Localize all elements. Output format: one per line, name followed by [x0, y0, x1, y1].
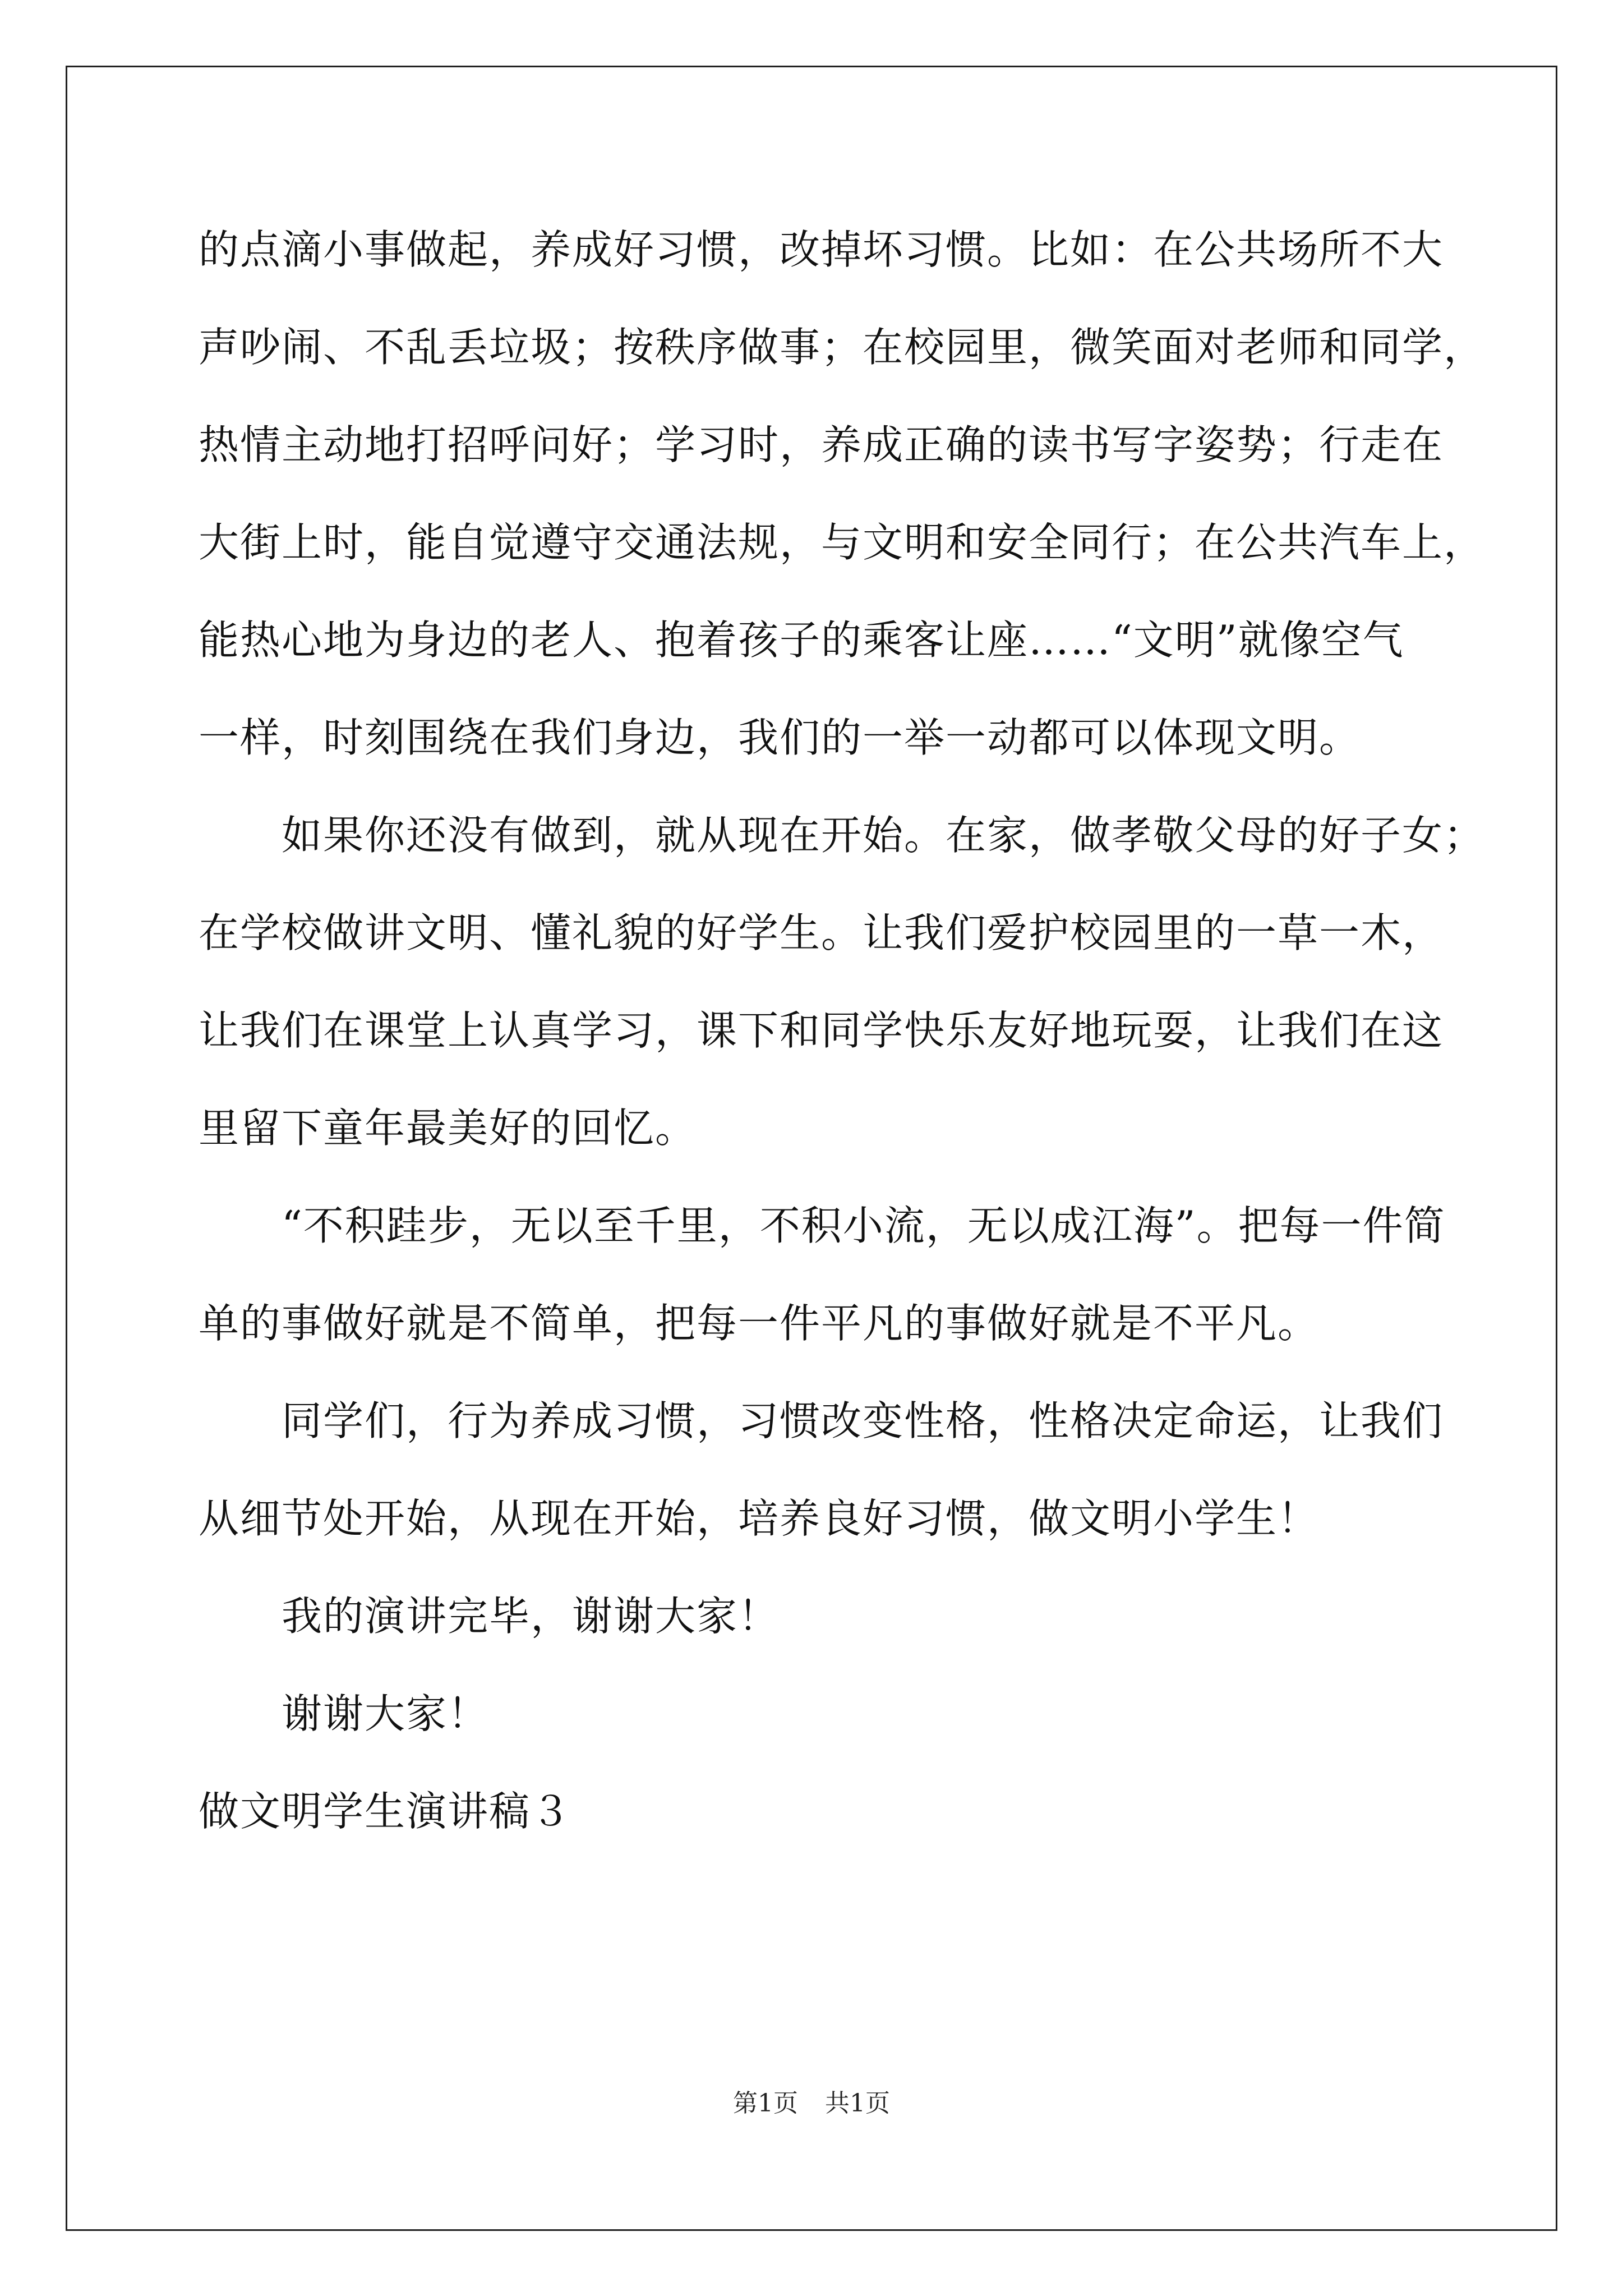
text-line: 同学们，行为养成习惯，习惯改变性格，性格决定命运，让我们: [282, 1397, 1444, 1444]
section-heading: 做文明学生演讲稿３: [199, 1788, 573, 1835]
text-line: 我的演讲完毕，谢谢大家！: [282, 1593, 780, 1640]
text-line: 大街上时，能自觉遵守交通法规，与文明和安全同行；在公共汽车上，: [199, 519, 1486, 566]
text-line: 如果你还没有做到，就从现在开始。在家，做孝敬父母的好子女；: [282, 812, 1486, 859]
text-line: 声吵闹、不乱丢垃圾；按秩序做事；在校园里，微笑面对老师和同学，: [199, 324, 1486, 371]
text-line: 热情主动地打招呼问好；学习时，养成正确的读书写字姿势；行走在: [199, 421, 1444, 468]
text-line: 一样，时刻围绕在我们身边，我们的一举一动都可以体现文明。: [199, 714, 1361, 761]
text-line: 里留下童年最美好的回忆。: [199, 1105, 697, 1152]
text-line: 的点滴小事做起，养成好习惯，改掉坏习惯。比如：在公共场所不大: [199, 226, 1444, 273]
page-footer: [0, 2087, 1623, 2120]
text-line: 在学校做讲文明、懂礼貌的好学生。让我们爱护校园里的一草一木，: [199, 909, 1444, 956]
page-number: 第1页: [733, 2089, 798, 2118]
text-line: 单的事做好就是不简单，把每一件平凡的事做好就是不平凡。: [199, 1300, 1320, 1347]
text-line: “不积跬步，无以至千里，不积小流，无以成江海”。把每一件简: [282, 1202, 1446, 1249]
text-line: 从细节处开始，从现在开始，培养良好习惯，做文明小学生！: [199, 1495, 1320, 1542]
text-line: 能热心地为身边的老人、抱着孩子的乘客让座……“文明”就像空气: [199, 616, 1404, 664]
document-body: [199, 216, 1486, 1875]
page-total: 共1页: [825, 2089, 890, 2118]
text-line: 谢谢大家！: [282, 1690, 490, 1737]
text-line: 让我们在课堂上认真学习，课下和同学快乐友好地玩耍，让我们在这: [199, 1007, 1444, 1054]
